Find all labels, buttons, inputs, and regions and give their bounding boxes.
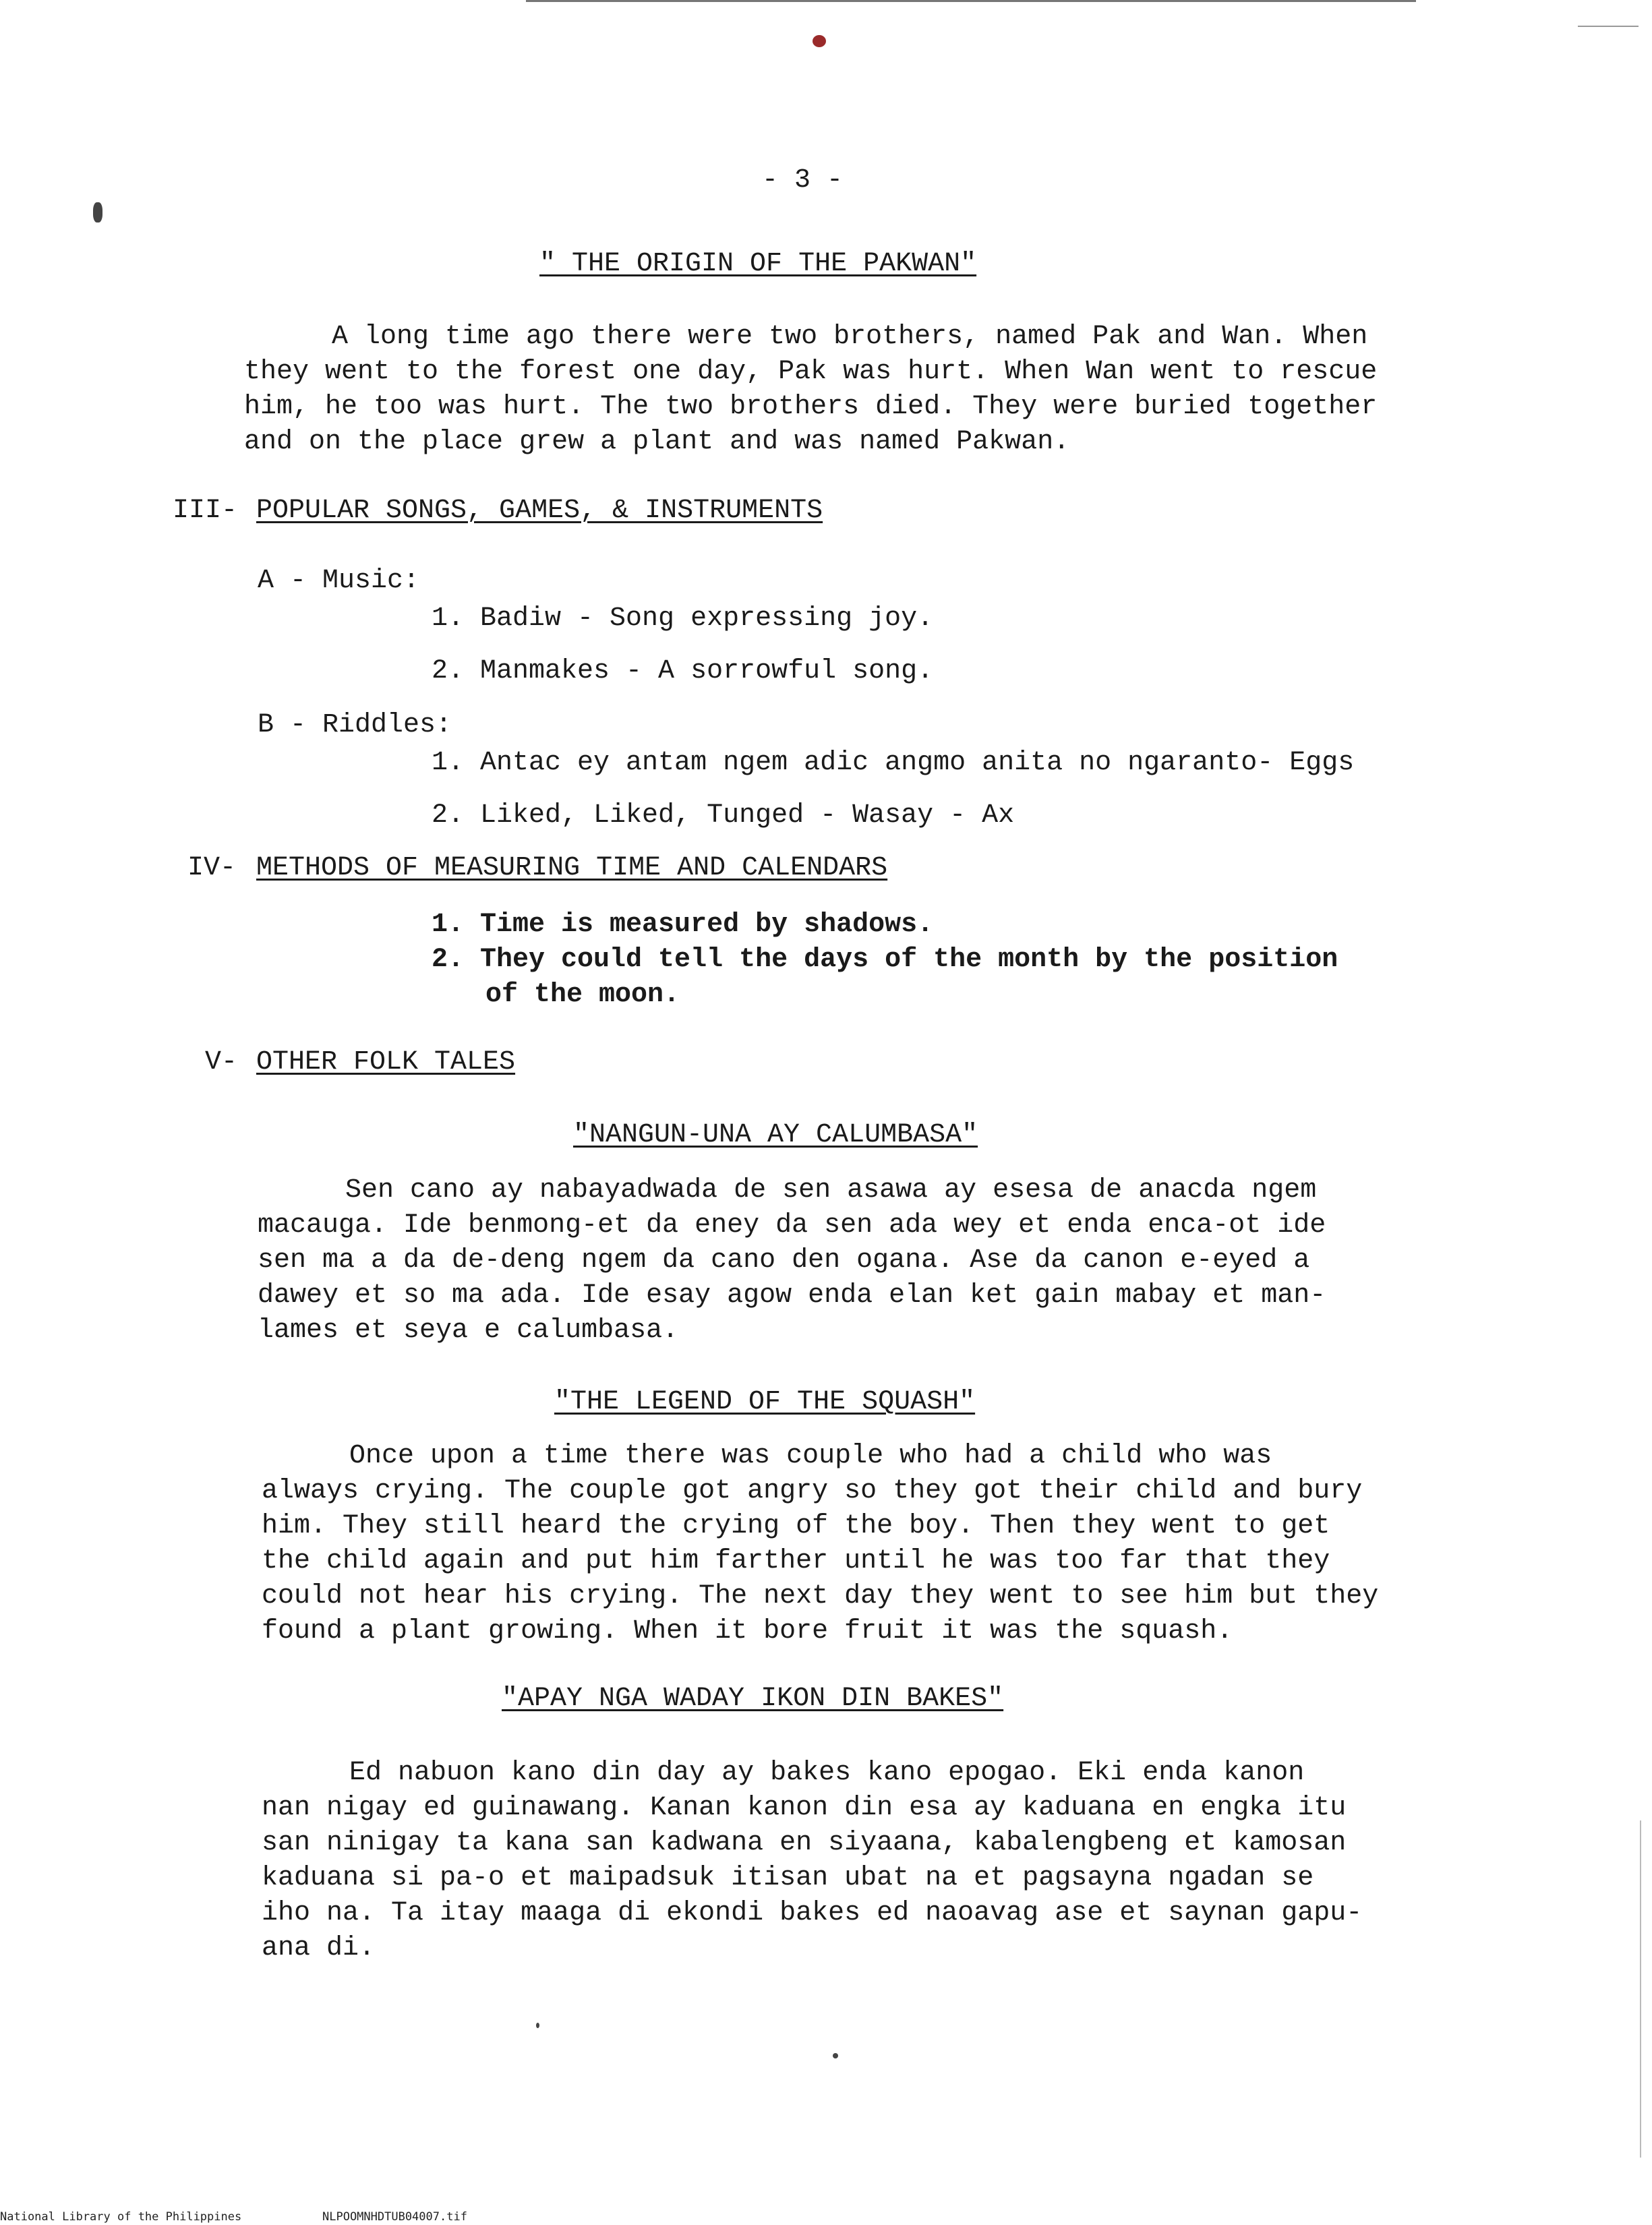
section-heading-4: METHODS OF MEASURING TIME AND CALENDARS — [256, 853, 888, 883]
scan-speck — [813, 35, 826, 47]
text-line: ana di. — [262, 1933, 376, 1963]
text-line: they went to the forest one day, Pak was hurt. When Wan went to rescue — [244, 357, 1378, 387]
text-line: A long time ago there were two brothers, named Pak and Wan. When — [332, 322, 1368, 352]
scan-right-margin — [1640, 1820, 1641, 2158]
text-line: the child again and put him farther until he was too far that they — [262, 1546, 1330, 1576]
scan-speck — [93, 202, 102, 222]
text-line: found a plant growing. When it bore fruit it was the squash. — [262, 1616, 1233, 1646]
story-title-pakwan: " THE ORIGIN OF THE PAKWAN" — [539, 249, 977, 279]
page-number: - 3 - — [762, 165, 844, 196]
text-line: and on the place grew a plant and was named Pakwan. — [244, 427, 1070, 457]
text-line: dawey et so ma ada. Ide esay agow enda elan ket gain mabay et man- — [258, 1280, 1326, 1311]
scan-edge-line-right — [1578, 26, 1639, 27]
text-line: macauga. Ide benmong-et da eney da sen ada wey et enda enca-ot ide — [258, 1210, 1326, 1241]
section-numeral-3: III- — [173, 496, 238, 526]
scan-speck — [536, 2023, 539, 2028]
text-line: Once upon a time there was couple who had a child who was — [349, 1441, 1272, 1471]
riddles-label: B - Riddles: — [258, 710, 452, 740]
text-line: iho na. Ta itay maaga di ekondi bakes ed naoavag ase et saynan gapu- — [262, 1898, 1363, 1928]
text-line: sen ma a da de-deng ngem da cano den ogana. Ase da canon e-eyed a — [258, 1245, 1310, 1276]
text-line: lames et seya e calumbasa. — [258, 1315, 679, 1346]
text-line: always crying. The couple got angry so they got their child and bury — [262, 1476, 1363, 1506]
text-line: could not hear his crying. The next day they went to see him but they — [262, 1581, 1379, 1611]
time-item: 2. They could tell the days of the month by the position — [432, 945, 1338, 975]
section-heading-3: POPULAR SONGS, GAMES, & INSTRUMENTS — [256, 496, 823, 526]
riddle-item: 1. Antac ey antam ngem adic angmo anita no ngaranto- Eggs — [432, 748, 1355, 778]
story-title-calumbasa: "NANGUN-UNA AY CALUMBASA" — [573, 1120, 978, 1150]
text-line: him, he too was hurt. The two brothers died. They were buried together — [244, 392, 1378, 422]
story-title-bakes: "APAY NGA WADAY IKON DIN BAKES" — [502, 1684, 1004, 1714]
story-body-bakes — [262, 1756, 1543, 1966]
text-line: kaduana si pa-o et maipadsuk itisan ubat na et pagsayna ngadan se — [262, 1863, 1314, 1893]
text-line: nan nigay ed guinawang. Kanan kanon din esa ay kaduana en engka itu — [262, 1793, 1347, 1823]
section-heading-5: OTHER FOLK TALES — [256, 1047, 516, 1077]
section-numeral-4: IV- — [187, 853, 237, 883]
text-line: Sen cano ay nabayadwada de sen asawa ay esesa de anacda ngem — [345, 1175, 1317, 1206]
section-numeral-5: V- — [205, 1047, 238, 1077]
story-body-pakwan — [244, 320, 1525, 460]
time-item-continued: of the moon. — [485, 980, 680, 1010]
scan-speck — [833, 2053, 838, 2058]
text-line: him. They still heard the crying of the boy. Then they went to get — [262, 1511, 1330, 1541]
footer-source: National Library of the Philippines — [0, 2210, 242, 2224]
time-item: 1. Time is measured by shadows. — [432, 910, 934, 940]
scan-edge-line — [526, 0, 1416, 2]
music-item: 2. Manmakes - A sorrowful song. — [432, 656, 934, 686]
riddle-item: 2. Liked, Liked, Tunged - Wasay - Ax — [432, 800, 1015, 831]
story-body-squash — [262, 1439, 1543, 1649]
story-body-calumbasa — [258, 1173, 1539, 1348]
footer-filename: NLPOOMNHDTUB04007.tif — [322, 2210, 467, 2224]
text-line: Ed nabuon kano din day ay bakes kano epogao. Eki enda kanon — [349, 1758, 1305, 1788]
text-line: san ninigay ta kana san kadwana en siyaana, kabalengbeng et kamosan — [262, 1828, 1347, 1858]
music-label: A - Music: — [258, 566, 420, 596]
story-title-squash: "THE LEGEND OF THE SQUASH" — [554, 1387, 976, 1417]
music-item: 1. Badiw - Song expressing joy. — [432, 603, 934, 634]
